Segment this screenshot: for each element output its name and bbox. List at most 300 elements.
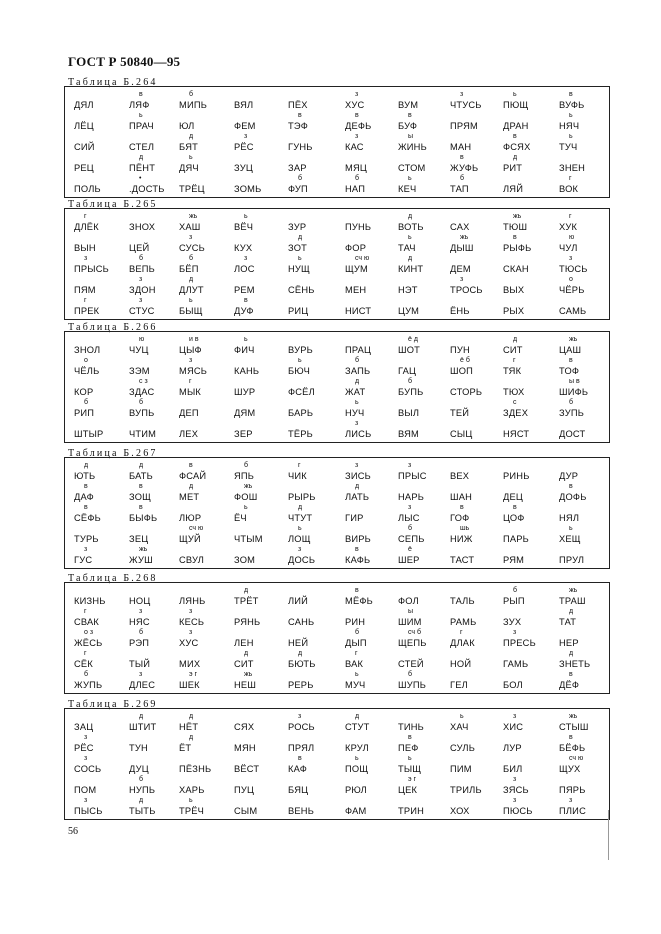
word-cell: ПРУЛ	[559, 555, 585, 565]
word-cell: ГИР	[345, 513, 364, 523]
word-cell: КИЗНЬ	[74, 596, 106, 606]
word-cell: САНЬ	[288, 617, 315, 627]
word-cell: ЗНЕТЬ	[559, 659, 591, 669]
word-cell: ПЮЩ	[503, 100, 529, 110]
word-cell: ЗНОХ	[129, 222, 156, 232]
pronunciation-mark: з	[460, 91, 464, 98]
table-row	[65, 111, 609, 133]
word-cell: ТРИЛЬ	[450, 785, 482, 795]
pronunciation-mark: ь	[298, 357, 302, 364]
word-cell: НЯЛ	[559, 513, 580, 523]
pronunciation-mark: жь	[513, 213, 522, 220]
word-cell: БОЛ	[503, 680, 523, 690]
pronunciation-mark: з	[139, 671, 143, 678]
pronunciation-mark: б	[139, 255, 144, 262]
word-cell: МЯСЬ	[179, 366, 208, 376]
pronunciation-mark: в	[569, 483, 573, 490]
word-cell: ВЯМ	[398, 429, 419, 439]
pronunciation-mark: ё	[408, 546, 412, 553]
word-cell: ВЁЧ	[234, 222, 254, 232]
word-cell: ЛЕХ	[179, 429, 199, 439]
word-cell: НИСТ	[345, 306, 372, 316]
word-cell: ПЯМ	[74, 285, 96, 295]
pronunciation-mark: б	[84, 399, 89, 406]
table-row	[65, 628, 609, 650]
word-cell: НАП	[345, 184, 366, 194]
pronunciation-mark: б	[408, 671, 413, 678]
word-cell: ЗАЦ	[74, 722, 94, 732]
word-cell: ФОШ	[234, 492, 258, 502]
word-cell: ЧЁЛЬ	[74, 366, 100, 376]
word-cell: НОЦ	[129, 596, 151, 606]
word-cell: МУЧ	[345, 680, 366, 690]
word-cell: ЗОТ	[288, 243, 308, 253]
word-cell: ЦАШ	[559, 345, 582, 355]
pronunciation-mark: сч ю	[355, 255, 370, 262]
pronunciation-mark: д	[355, 713, 360, 720]
word-cell: РЁС	[74, 743, 94, 753]
word-cell: КАНЬ	[234, 366, 260, 376]
word-cell: БЯЦ	[288, 785, 309, 795]
word-cell: ДЫП	[345, 638, 367, 648]
word-cell: ТЫЩ	[398, 764, 422, 774]
word-cell: РЮЛ	[345, 785, 367, 795]
word-cell: ЁТ	[179, 743, 192, 753]
word-cell: ПОЩ	[345, 764, 369, 774]
pronunciation-mark: в	[139, 91, 143, 98]
word-cell: РИН	[345, 617, 366, 627]
word-cell: БЮТЬ	[288, 659, 316, 669]
word-cell: ТЕЙ	[450, 408, 470, 418]
pronunciation-mark: э г	[408, 776, 417, 783]
table-row	[65, 377, 609, 399]
word-cell: ПОЛЬ	[74, 184, 101, 194]
pronunciation-mark: ь	[298, 255, 302, 262]
word-cell: ДЕЦ	[503, 492, 523, 502]
word-cell: ТРИН	[398, 806, 425, 816]
word-cell: СУЛЬ	[450, 743, 476, 753]
word-cell: ЗДЕХ	[503, 408, 529, 418]
word-cell: ШУР	[234, 387, 256, 397]
word-cell: ЗАР	[288, 163, 307, 173]
pronunciation-mark: з	[84, 546, 88, 553]
table-row	[65, 398, 609, 420]
word-cell: БУПЬ	[398, 387, 424, 397]
word-cell: БУФ	[398, 121, 418, 131]
word-cell: ГУНЬ	[288, 142, 313, 152]
word-cell: СКАН	[503, 264, 529, 274]
table-caption: Таблица Б.264	[68, 77, 158, 88]
pronunciation-mark: з	[513, 629, 517, 636]
word-cell: МЕН	[345, 285, 367, 295]
word-cell: ЗОМЬ	[234, 184, 262, 194]
word-cell: ПРЯЛ	[288, 743, 315, 753]
pronunciation-mark: ь	[460, 713, 464, 720]
pronunciation-mark: г	[298, 462, 301, 469]
word-cell: ФСАЙ	[179, 471, 207, 481]
pronunciation-mark: з	[355, 462, 359, 469]
word-cell: РЫХ	[503, 306, 525, 316]
word-cell: ДЫШ	[450, 243, 474, 253]
pronunciation-mark: з	[84, 797, 88, 804]
pronunciation-mark: в	[408, 734, 412, 741]
word-cell: КАФ	[288, 764, 307, 774]
word-cell: НУЧ	[345, 408, 365, 418]
word-cell: МИХ	[179, 659, 201, 669]
table-caption: Таблица Б.265	[68, 199, 158, 210]
pronunciation-mark: жь	[244, 483, 253, 490]
word-cell: ТЮХ	[503, 387, 525, 397]
table-row	[65, 482, 609, 504]
word-cell: СТЫШ	[559, 722, 589, 732]
pronunciation-mark: в	[569, 734, 573, 741]
pronunciation-mark: з	[569, 797, 573, 804]
word-cell: ХОХ	[450, 806, 470, 816]
pronunciation-mark: в	[513, 133, 517, 140]
word-cell: ТРЁЧ	[179, 806, 205, 816]
pronunciation-mark: з	[298, 713, 302, 720]
pronunciation-mark: жь	[569, 336, 578, 343]
word-cell: РЕРЬ	[288, 680, 314, 690]
pronunciation-mark: з	[355, 133, 359, 140]
pronunciation-mark: в	[460, 504, 464, 511]
pronunciation-mark: в	[569, 357, 573, 364]
word-cell: СТОРЬ	[450, 387, 483, 397]
word-cell: РЫФЬ	[503, 243, 532, 253]
word-cell: РАМЬ	[450, 617, 477, 627]
pronunciation-mark: з	[189, 357, 193, 364]
word-cell: РИТ	[503, 163, 523, 173]
pronunciation-mark: в	[84, 483, 88, 490]
pronunciation-mark: з	[139, 276, 143, 283]
word-cell: ЮЛ	[179, 121, 195, 131]
pronunciation-mark: ы	[408, 608, 414, 615]
pronunciation-mark: б	[139, 776, 144, 783]
table-row	[65, 132, 609, 154]
word-cell: ВОТЬ	[398, 222, 424, 232]
table-row	[65, 153, 609, 175]
word-cell: МЯЦ	[345, 163, 367, 173]
word-cell: РЕМ	[234, 285, 255, 295]
word-cell: ДЯМ	[234, 408, 256, 418]
pronunciation-mark: ы в	[569, 378, 580, 385]
pronunciation-mark: г	[84, 608, 87, 615]
word-cell: ШЕК	[179, 680, 200, 690]
word-table	[64, 582, 610, 694]
pronunciation-mark: б	[355, 629, 360, 636]
table-row	[65, 254, 609, 276]
word-cell: ГАЦ	[398, 366, 417, 376]
word-cell: ДЕП	[179, 408, 199, 418]
word-cell: ПРЯМ	[450, 121, 478, 131]
word-cell: ЗУР	[288, 222, 307, 232]
word-cell: МЕТ	[179, 492, 200, 502]
pronunciation-mark: жь	[569, 587, 578, 594]
word-cell: ТРЁЦ	[179, 184, 205, 194]
word-cell: ЛАТЬ	[345, 492, 370, 502]
word-cell: ЧТЫМ	[234, 534, 263, 544]
word-cell: СТУТ	[345, 722, 370, 732]
word-cell: ПЁХ	[288, 100, 308, 110]
word-cell: ТРЁТ	[234, 596, 259, 606]
pronunciation-mark: б	[460, 175, 465, 182]
word-cell: ВУМ	[398, 100, 419, 110]
word-cell: ФИЧ	[234, 345, 255, 355]
word-cell: ЗОЩ	[129, 492, 152, 502]
pronunciation-mark: в	[408, 112, 412, 119]
word-cell: СЫМ	[234, 806, 258, 816]
word-cell: ТОФ	[559, 366, 580, 376]
pronunciation-mark: в	[355, 587, 359, 594]
word-cell: ЁНЬ	[450, 306, 470, 316]
word-cell: ТАЧ	[398, 243, 416, 253]
pronunciation-mark: жь	[139, 546, 148, 553]
word-cell: ПРЕК	[74, 306, 100, 316]
table-row	[65, 212, 609, 234]
word-cell: ЖИНЬ	[398, 142, 427, 152]
word-cell: ПЯРЬ	[559, 785, 586, 795]
word-cell: ТРОСЬ	[450, 285, 483, 295]
pronunciation-mark: д	[298, 234, 303, 241]
word-cell: ЧУЦ	[129, 345, 149, 355]
table-caption: Таблица Б.267	[68, 448, 158, 459]
pronunciation-mark: б	[189, 91, 194, 98]
word-cell: ГОФ	[450, 513, 470, 523]
word-cell: ДОСТ	[559, 429, 586, 439]
word-cell: ДЕФЬ	[345, 121, 372, 131]
word-cell: ЗДАС	[129, 387, 155, 397]
pronunciation-mark: о	[84, 357, 88, 364]
word-cell: ЗАПЬ	[345, 366, 371, 376]
table-row	[65, 670, 609, 692]
pronunciation-mark: г	[569, 213, 572, 220]
word-cell: КРУЛ	[345, 743, 369, 753]
pronunciation-mark: г	[569, 175, 572, 182]
word-cell: ТАЛЬ	[450, 596, 475, 606]
word-cell: БЁП	[179, 264, 199, 274]
word-cell: ТЁРЬ	[288, 429, 313, 439]
word-cell: ДРАН	[503, 121, 529, 131]
word-cell: БАТЬ	[129, 471, 153, 481]
pronunciation-mark: д	[408, 255, 413, 262]
word-cell: РИНЬ	[503, 471, 530, 481]
word-cell: ЧУЛ	[559, 243, 578, 253]
pronunciation-mark: б	[355, 175, 360, 182]
word-cell: ЗУПЬ	[559, 408, 584, 418]
pronunciation-mark: г	[513, 357, 516, 364]
pronunciation-mark: з	[244, 255, 248, 262]
word-cell: ЗИСЬ	[345, 471, 371, 481]
word-cell: НИЖ	[450, 534, 473, 544]
word-cell: ДОФЬ	[559, 492, 587, 502]
word-cell: ДОСЬ	[288, 555, 316, 565]
word-cell: ЦЕЙ	[129, 243, 150, 253]
pronunciation-mark: д	[139, 797, 144, 804]
word-cell: ЧТИМ	[129, 429, 157, 439]
pronunciation-mark: сч ю	[189, 525, 204, 532]
table-row	[65, 586, 609, 608]
pronunciation-mark: з	[569, 255, 573, 262]
word-cell: ШЕР	[398, 555, 420, 565]
word-cell: ТАТ	[559, 617, 577, 627]
pronunciation-mark: б	[84, 671, 89, 678]
word-cell: НЭТ	[398, 285, 418, 295]
word-cell: .ДОСТЬ	[129, 184, 165, 194]
word-cell: ЗДОН	[129, 285, 156, 295]
pronunciation-mark: э г	[189, 671, 198, 678]
pronunciation-mark: з	[139, 608, 143, 615]
word-cell: ДЁФ	[559, 680, 580, 690]
word-cell: ЖУПЬ	[74, 680, 103, 690]
pronunciation-mark: д	[569, 650, 574, 657]
word-cell: ГЕЛ	[450, 680, 468, 690]
pronunciation-mark: ь	[355, 755, 359, 762]
pronunciation-mark: д	[189, 734, 194, 741]
pronunciation-mark: б	[189, 255, 194, 262]
word-cell: СИЙ	[74, 142, 95, 152]
pronunciation-mark: б	[408, 378, 413, 385]
word-cell: ПЮСЬ	[503, 806, 533, 816]
word-cell: ТУЧ	[559, 142, 578, 152]
table-row	[65, 233, 609, 255]
pronunciation-mark: ь	[244, 213, 248, 220]
word-cell: ФСЁЛ	[288, 387, 315, 397]
word-cell: ПРАЧ	[129, 121, 154, 131]
word-cell: СТОМ	[398, 163, 426, 173]
word-cell: ГАМЬ	[503, 659, 529, 669]
word-cell: ЖЁСЬ	[74, 638, 103, 648]
pronunciation-mark: ё д	[408, 336, 418, 343]
word-cell: ПРАЦ	[345, 345, 372, 355]
word-cell: РИЦ	[288, 306, 309, 316]
word-cell: ЖУФЬ	[450, 163, 479, 173]
pronunciation-mark: ь	[189, 154, 193, 161]
pronunciation-mark: в	[355, 112, 359, 119]
word-table	[64, 331, 610, 443]
word-cell: ЛОС	[234, 264, 255, 274]
word-cell: ЦЕК	[398, 785, 418, 795]
word-cell: РЯНЬ	[234, 617, 261, 627]
table-row	[65, 524, 609, 546]
pronunciation-mark: в	[513, 504, 517, 511]
pronunciation-mark: в	[189, 462, 193, 469]
table-row	[65, 796, 609, 818]
pronunciation-mark: в	[139, 483, 143, 490]
pronunciation-mark: сч ю	[569, 755, 584, 762]
table-caption: Таблица Б.266	[68, 322, 158, 333]
word-cell: ЧТУТ	[288, 513, 313, 523]
pronunciation-mark: д	[139, 713, 144, 720]
word-cell: СЯХ	[234, 722, 255, 732]
word-cell: ВЕПЬ	[129, 264, 155, 274]
word-cell: СТЕЙ	[398, 659, 424, 669]
word-cell: ФСЯХ	[503, 142, 531, 152]
word-cell: МЁФЬ	[345, 596, 373, 606]
word-cell: ЗЯСЬ	[503, 785, 529, 795]
word-cell: ЦУМ	[398, 306, 420, 316]
word-cell: ТАСТ	[450, 555, 475, 565]
word-cell: ЛЕН	[234, 638, 254, 648]
word-cell: ЯПЬ	[234, 471, 255, 481]
table-row	[65, 649, 609, 671]
pronunciation-mark: з	[189, 629, 193, 636]
word-cell: НОЙ	[450, 659, 472, 669]
pronunciation-mark: ь	[408, 755, 412, 762]
pronunciation-mark: г	[84, 297, 87, 304]
word-cell: ЦОФ	[503, 513, 525, 523]
word-cell: МАН	[450, 142, 472, 152]
pronunciation-mark: и в	[189, 336, 199, 343]
word-cell: ЛЮР	[179, 513, 202, 523]
word-cell: БАРЬ	[288, 408, 314, 418]
table-row	[65, 775, 609, 797]
word-cell: МЫК	[179, 387, 201, 397]
word-cell: ЩЕПЬ	[398, 638, 427, 648]
word-cell: МЯН	[234, 743, 256, 753]
pronunciation-mark: з	[298, 546, 302, 553]
pronunciation-mark: ь	[569, 133, 573, 140]
word-cell: САМЬ	[559, 306, 587, 316]
word-cell: ВЕХ	[450, 471, 470, 481]
word-cell: СТУС	[129, 306, 155, 316]
word-cell: ВИРЬ	[345, 534, 371, 544]
word-cell: ДУЦ	[129, 764, 149, 774]
word-cell: ТУРЬ	[74, 534, 99, 544]
word-cell: НЕР	[559, 638, 579, 648]
word-cell: ПЁЗНЬ	[179, 764, 212, 774]
word-cell: КИНТ	[398, 264, 424, 274]
pronunciation-mark: з	[244, 133, 248, 140]
pronunciation-mark: о з	[84, 629, 94, 636]
word-cell: СЁФЬ	[74, 513, 101, 523]
pronunciation-mark: ь	[189, 797, 193, 804]
word-cell: ПУН	[450, 345, 470, 355]
pronunciation-mark: сч б	[408, 629, 422, 636]
word-cell: ДАФ	[74, 492, 94, 502]
word-cell: ВЫХ	[503, 285, 525, 295]
word-cell: ЗНЕН	[559, 163, 586, 173]
word-cell: ЛЁЦ	[74, 121, 94, 131]
table-row	[65, 712, 609, 734]
word-cell: ФЕМ	[234, 121, 256, 131]
pronunciation-mark: з	[84, 734, 88, 741]
pronunciation-mark: в	[569, 91, 573, 98]
word-cell: ВЫЛ	[398, 408, 420, 418]
word-cell: ПЕФ	[398, 743, 419, 753]
pronunciation-mark: ь	[244, 504, 248, 511]
word-cell: ДЛАК	[450, 638, 475, 648]
pronunciation-mark: ю	[139, 336, 145, 343]
pronunciation-mark: б	[355, 357, 360, 364]
word-cell: РЫП	[503, 596, 525, 606]
word-table	[64, 457, 610, 569]
pronunciation-mark: ь	[355, 671, 359, 678]
pronunciation-mark: б	[513, 587, 518, 594]
pronunciation-mark: д	[189, 713, 194, 720]
table-row	[65, 419, 609, 441]
word-cell: ДЕМ	[450, 264, 471, 274]
pronunciation-mark: жь	[189, 213, 198, 220]
pronunciation-mark: в	[139, 504, 143, 511]
word-cell: ХАРЬ	[179, 785, 205, 795]
pronunciation-mark: в	[569, 671, 573, 678]
pronunciation-mark: ю	[569, 234, 575, 241]
word-cell: ТАП	[450, 184, 469, 194]
word-cell: ШТИТ	[129, 722, 157, 732]
pronunciation-mark: д	[513, 336, 518, 343]
word-cell: ТИНЬ	[398, 722, 424, 732]
word-cell: КАС	[345, 142, 364, 152]
